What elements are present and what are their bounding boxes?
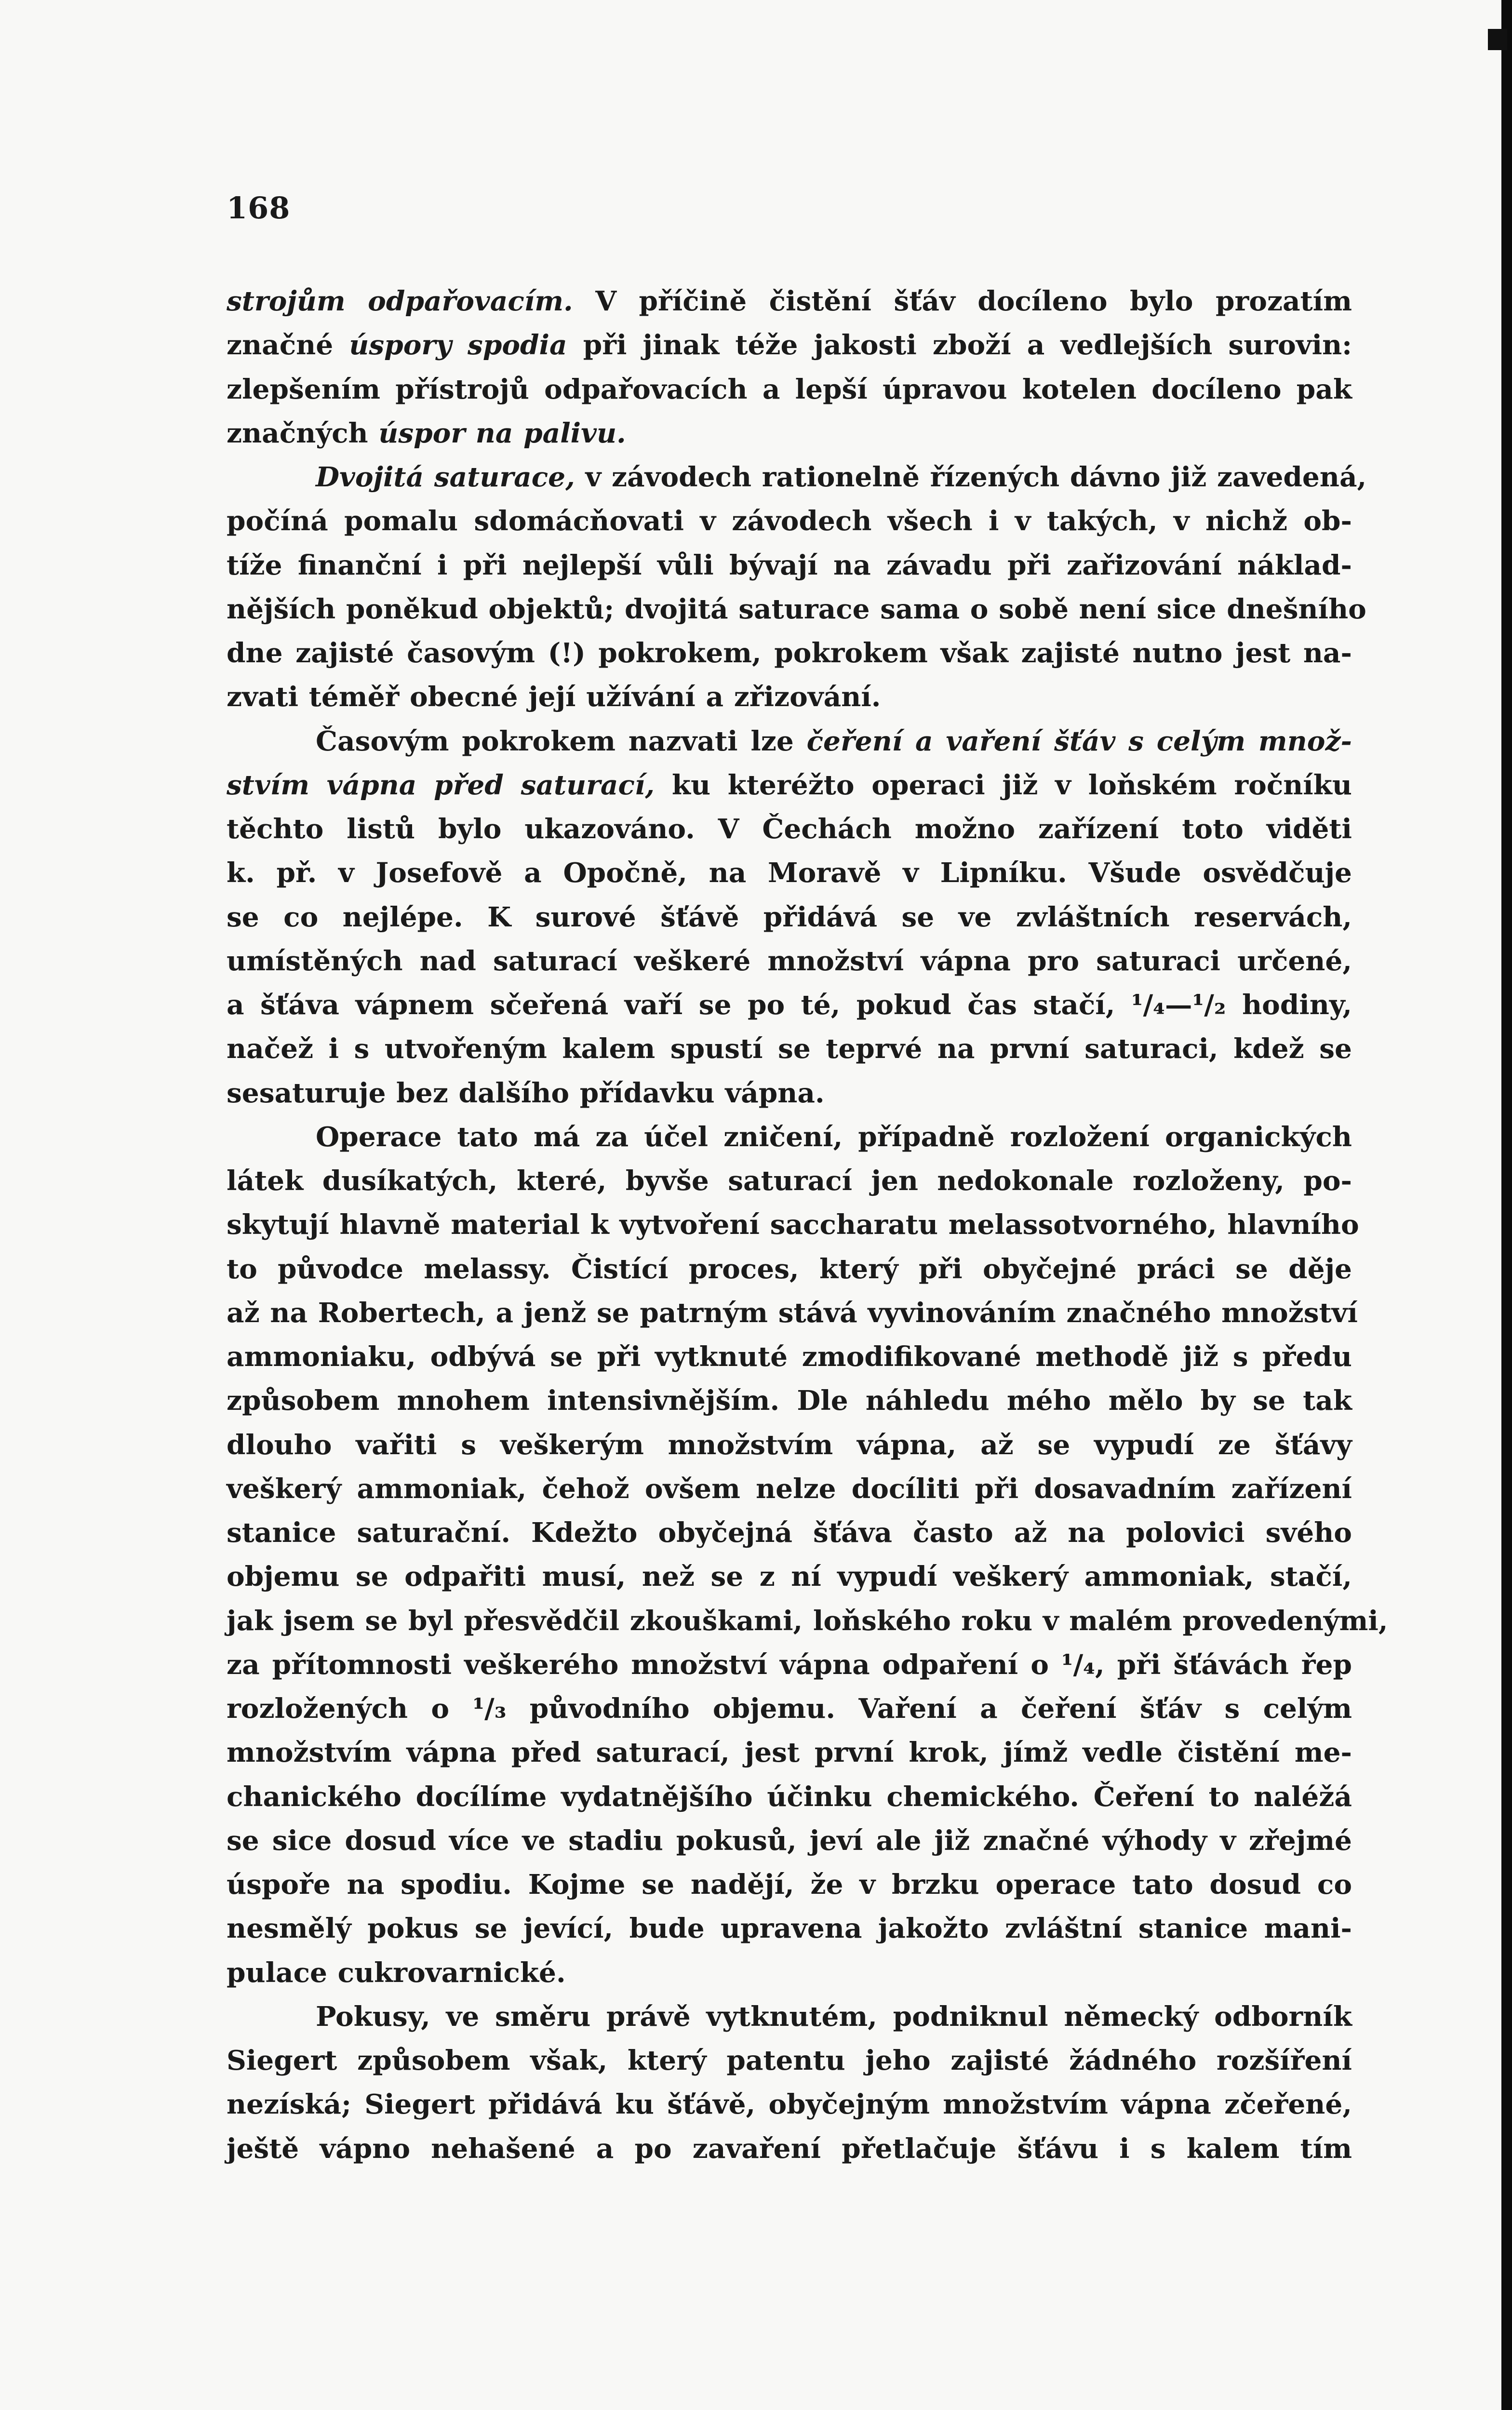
text-run: dlouho vařiti s veškerým množstvím vápna, až se vypudí ze šťávy <box>227 1429 1352 1461</box>
text-line <box>227 896 1352 939</box>
text-line <box>227 544 1352 588</box>
text-run: za přítomnosti veškerého množství vápna odpaření o ¹/₄, při šťávách řep <box>227 1648 1352 1681</box>
text-line <box>227 1555 1352 1599</box>
text-run: Časovým pokrokem nazvati lze <box>316 725 807 757</box>
text-run: počíná pomalu sdomácňovati v závodech všech i v takých, v nichž ob- <box>227 505 1352 537</box>
text-run: chanického docílíme vydatnějšího účinku chemického. Čeření to naléžá <box>227 1781 1352 1813</box>
text-run: těchto listů bylo ukazováno. V Čechách možno zařízení toto viděti <box>227 813 1352 845</box>
text-line <box>227 1731 1352 1775</box>
text-line <box>227 1907 1352 1951</box>
text-line <box>227 1335 1352 1379</box>
text-line <box>227 939 1352 983</box>
text-run: stanice saturační. Kdežto obyčejná šťáva často až na polovici svého <box>227 1517 1352 1549</box>
text-run: látek dusíkatých, které, byvše saturací jen nedokonale rozloženy, po- <box>227 1165 1352 1197</box>
text-line <box>227 2039 1352 2083</box>
italic-run: úspory spodia <box>349 329 567 362</box>
italic-run: stvím vápna před saturací, <box>227 769 655 801</box>
text-run: Operace tato má za účel zničení, případně rozložení organických <box>316 1121 1352 1153</box>
text-line <box>227 1467 1352 1511</box>
text-run: Pokusy, ve směru právě vytknutém, podniknul německý odborník <box>316 2000 1352 2033</box>
scan-edge-tab <box>1488 29 1507 50</box>
text-run: značné <box>227 329 349 362</box>
text-line <box>227 1775 1352 1819</box>
text-run: v závodech rationelně řízených dávno již zavedená, <box>575 461 1367 493</box>
text-line <box>227 983 1352 1027</box>
text-line <box>227 1159 1352 1203</box>
text-run: jak jsem se byl přesvědčil zkouškami, loňského roku v malém provedenými, <box>227 1605 1388 1637</box>
text-line <box>227 1995 1352 2039</box>
text-line <box>227 1643 1352 1687</box>
text-line <box>227 851 1352 895</box>
text-run: objemu se odpařiti musí, než se z ní vypudí veškerý ammoniak, stačí, <box>227 1561 1352 1593</box>
text-run: načež i s utvořeným kalem spustí se teprvé na první saturaci, kdež se <box>227 1033 1352 1065</box>
text-run: dne zajisté časovým (!) pokrokem, pokrokem však zajisté nutno jest na- <box>227 637 1352 669</box>
body-text <box>227 280 1388 2171</box>
text-run: skytují hlavně material k vytvoření saccharatu melassotvorného, hlavního <box>227 1209 1359 1241</box>
text-run: nějších poněkud objektů; dvojitá saturace sama o sobě není sice dnešního <box>227 593 1366 625</box>
text-run: umístěných nad saturací veškeré množství vápna pro saturaci určené, <box>227 945 1352 977</box>
text-line <box>227 1203 1359 1247</box>
text-run: V příčině čistění šťáv docíleno bylo prozatím <box>573 285 1352 317</box>
text-run: množstvím vápna před saturací, jest první krok, jímž vedle čistění me- <box>227 1737 1352 1769</box>
text-run: až na Robertech, a jenž se patrným stává vyvinováním značného množství <box>227 1297 1358 1329</box>
text-line <box>227 1247 1352 1291</box>
text-line <box>227 368 1352 412</box>
italic-run: Dvojitá saturace, <box>316 461 575 493</box>
text-line <box>227 1423 1352 1467</box>
text-line <box>227 1291 1358 1335</box>
text-line <box>227 412 1352 455</box>
text-run: úspoře na spodiu. Kojme se nadějí, že v brzku operace tato dosud co <box>227 1869 1352 1901</box>
text-line <box>227 675 1352 719</box>
text-line <box>227 1819 1352 1863</box>
text-line <box>227 720 1352 763</box>
text-line <box>227 499 1352 543</box>
text-run: veškerý ammoniak, čehož ovšem nelze docíliti při dosavadním zařízení <box>227 1473 1352 1505</box>
text-line <box>227 1379 1352 1423</box>
text-run: ammoniaku, odbývá se při vytknuté zmodifikované methodě již s předu <box>227 1341 1352 1373</box>
text-line <box>227 455 1367 499</box>
text-line <box>227 2083 1352 2127</box>
text-run: zlepšením přístrojů odpařovacích a lepší úpravou kotelen docíleno pak <box>227 373 1352 405</box>
text-line <box>227 280 1352 323</box>
text-run: při jinak téže jakosti zboží a vedlejších surovin: <box>567 329 1352 362</box>
text-run: se co nejlépe. K surové šťávě přidává se ve zvláštních reservách, <box>227 901 1352 933</box>
text-run: nezíská; Siegert přidává ku šťávě, obyčejným množstvím vápna zčeřené, <box>227 2089 1352 2121</box>
italic-run: strojům odpařovacím. <box>227 285 573 317</box>
scan-edge <box>1501 0 1512 2410</box>
text-run: pulace cukrovarnické. <box>227 1956 566 1989</box>
text-line <box>227 1071 1352 1115</box>
text-run: a šťáva vápnem sčeřená vaří se po té, pokud čas stačí, ¹/₄—¹/₂ hodiny, <box>227 989 1352 1021</box>
text-line <box>227 2127 1352 2171</box>
text-line <box>227 1115 1352 1159</box>
text-line <box>227 323 1352 367</box>
text-run: to původce melassy. Čistící proces, který při obyčejné práci se děje <box>227 1253 1352 1285</box>
text-line <box>227 807 1352 851</box>
text-line <box>227 1951 1352 1995</box>
text-run: nesmělý pokus se jevící, bude upravena jakožto zvláštní stanice mani- <box>227 1913 1352 1945</box>
text-run: značných <box>227 417 379 449</box>
text-run: se sice dosud více ve stadiu pokusů, jeví ale již značné výhody v zřejmé <box>227 1824 1352 1857</box>
text-run: Siegert způsobem však, který patentu jeho zajisté žádného rozšíření <box>227 2045 1352 2076</box>
text-run: zvati téměř obecné její užívání a zřizování. <box>227 681 881 713</box>
italic-run: úspor na palivu. <box>378 417 626 449</box>
text-line <box>227 1687 1352 1731</box>
text-line <box>227 588 1366 631</box>
text-run: ještě vápno nehašené a po zavaření přetlačuje šťávu i s kalem tím <box>227 2132 1352 2165</box>
page-number: 168 <box>227 190 291 226</box>
text-run: k. př. v Josefově a Opočně, na Moravě v Lipníku. Všude osvědčuje <box>227 857 1352 889</box>
text-line <box>227 1027 1352 1071</box>
text-run: rozložených o ¹/₃ původního objemu. Vaření a čeření šťáv s celým <box>227 1693 1352 1725</box>
text-line <box>227 1599 1388 1643</box>
text-run: ku kteréžto operaci již v loňském ročníku <box>655 769 1352 801</box>
text-line <box>227 1863 1352 1907</box>
text-line <box>227 1511 1352 1555</box>
text-run: tíže finanční i při nejlepší vůli bývají na závadu při zařizování náklad- <box>227 549 1352 581</box>
italic-run: čeření a vaření šťáv s celým množ- <box>806 725 1352 757</box>
text-line <box>227 631 1352 675</box>
text-run: způsobem mnohem intensivnějším. Dle náhledu mého mělo by se tak <box>227 1385 1352 1417</box>
text-run: sesaturuje bez dalšího přídavku vápna. <box>227 1077 825 1109</box>
text-line <box>227 763 1352 807</box>
